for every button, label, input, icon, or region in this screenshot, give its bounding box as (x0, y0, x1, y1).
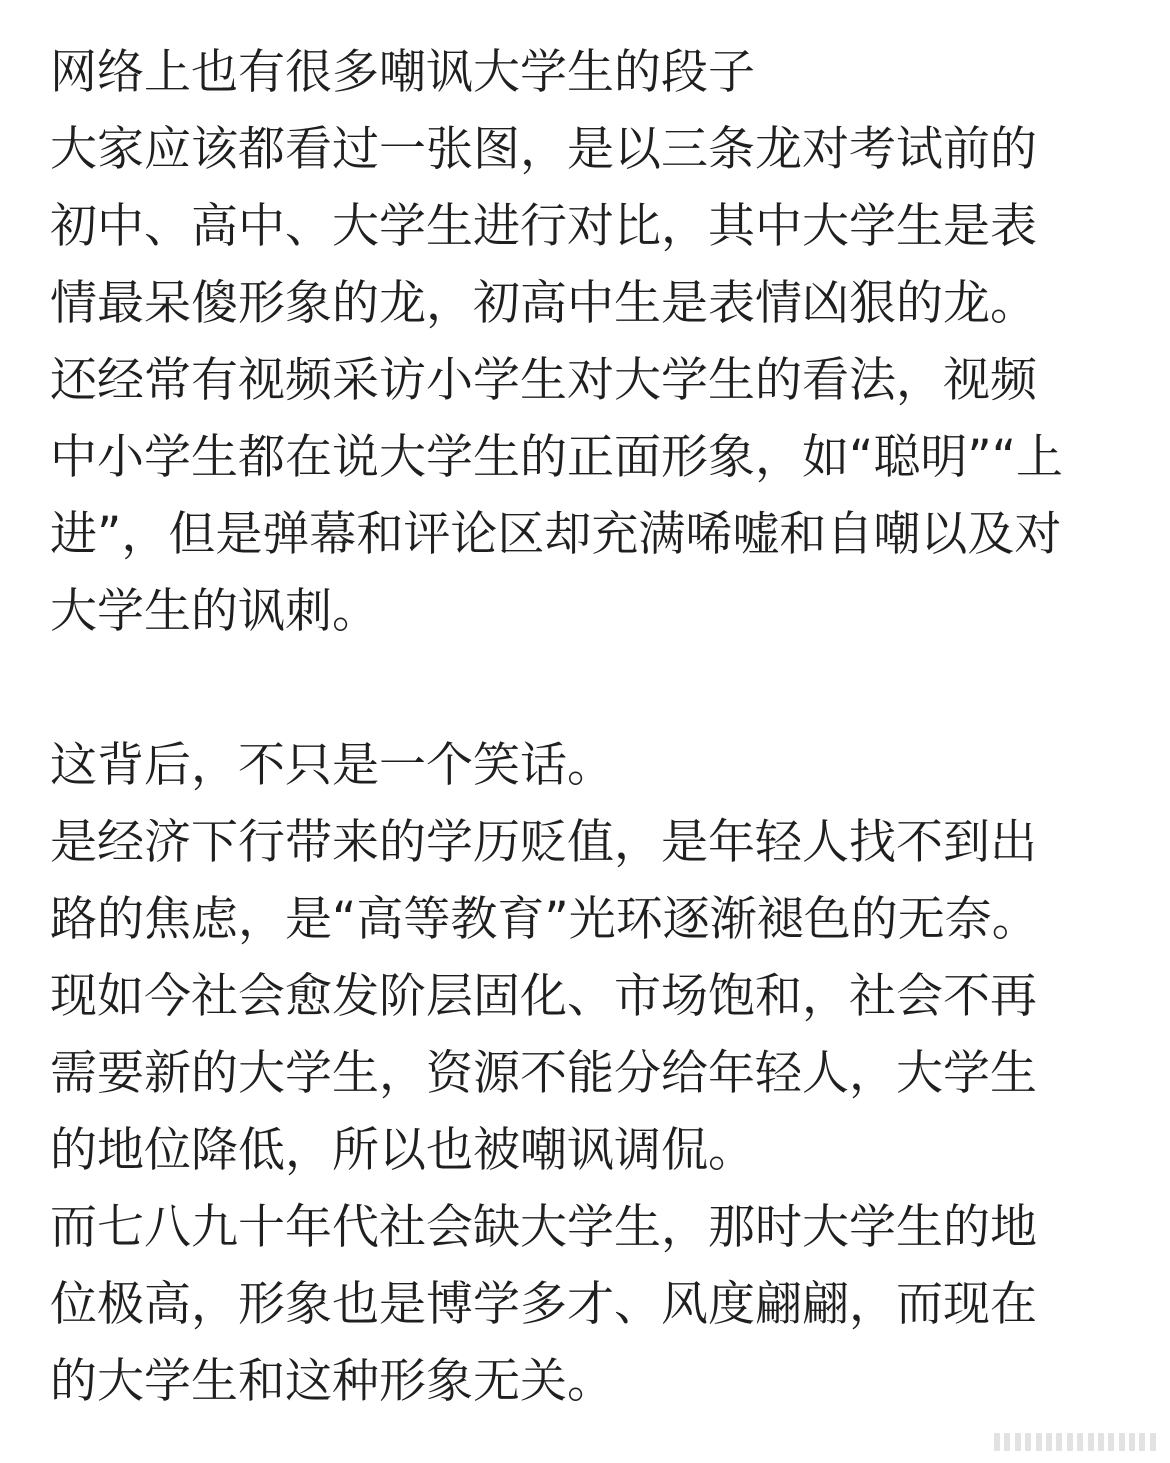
text-line: 的地位降低，所以也被嘲讽调侃。 (50, 1123, 755, 1178)
text-line: 还经常有视频采访小学生对大学生的看法，视频 (50, 353, 1037, 408)
text-line: 的大学生和这种形象无关。 (50, 1354, 614, 1409)
text-line: 大学生的讽刺。 (50, 584, 379, 639)
text-line: 进”，但是弹幕和评论区却充满唏嘘和自嘲以及对 (50, 507, 1062, 562)
text-line: 需要新的大学生，资源不能分给年轻人，大学生 (50, 1046, 1037, 1101)
text-line: 这背后，不只是一个笑话。 (50, 738, 614, 793)
text-line: 大家应该都看过一张图，是以三条龙对考试前的 (50, 122, 1037, 177)
text-line: 而七八九十年代社会缺大学生，那时大学生的地 (50, 1200, 1037, 1255)
paragraph-2 (50, 727, 1150, 1420)
text-line: 路的焦虑，是“高等教育”光环逐渐褪色的无奈。 (50, 892, 1039, 947)
text-line: 情最呆傻形象的龙，初高中生是表情凶狠的龙。 (50, 276, 1037, 331)
watermark-barcode (994, 1431, 1156, 1453)
text-line: 网络上也有很多嘲讽大学生的段子 (50, 45, 755, 100)
text-line: 位极高，形象也是博学多才、风度翩翩，而现在 (50, 1277, 1037, 1332)
post-body (50, 34, 1150, 1420)
text-line: 中小学生都在说大学生的正面形象，如“聪明”“上 (50, 430, 1064, 485)
text-line: 初中、高中、大学生进行对比，其中大学生是表 (50, 199, 1037, 254)
paragraph-1 (50, 34, 1150, 650)
paragraph-gap (50, 650, 1150, 727)
text-line: 是经济下行带来的学历贬值，是年轻人找不到出 (50, 815, 1037, 870)
text-line: 现如今社会愈发阶层固化、市场饱和，社会不再 (50, 969, 1037, 1024)
